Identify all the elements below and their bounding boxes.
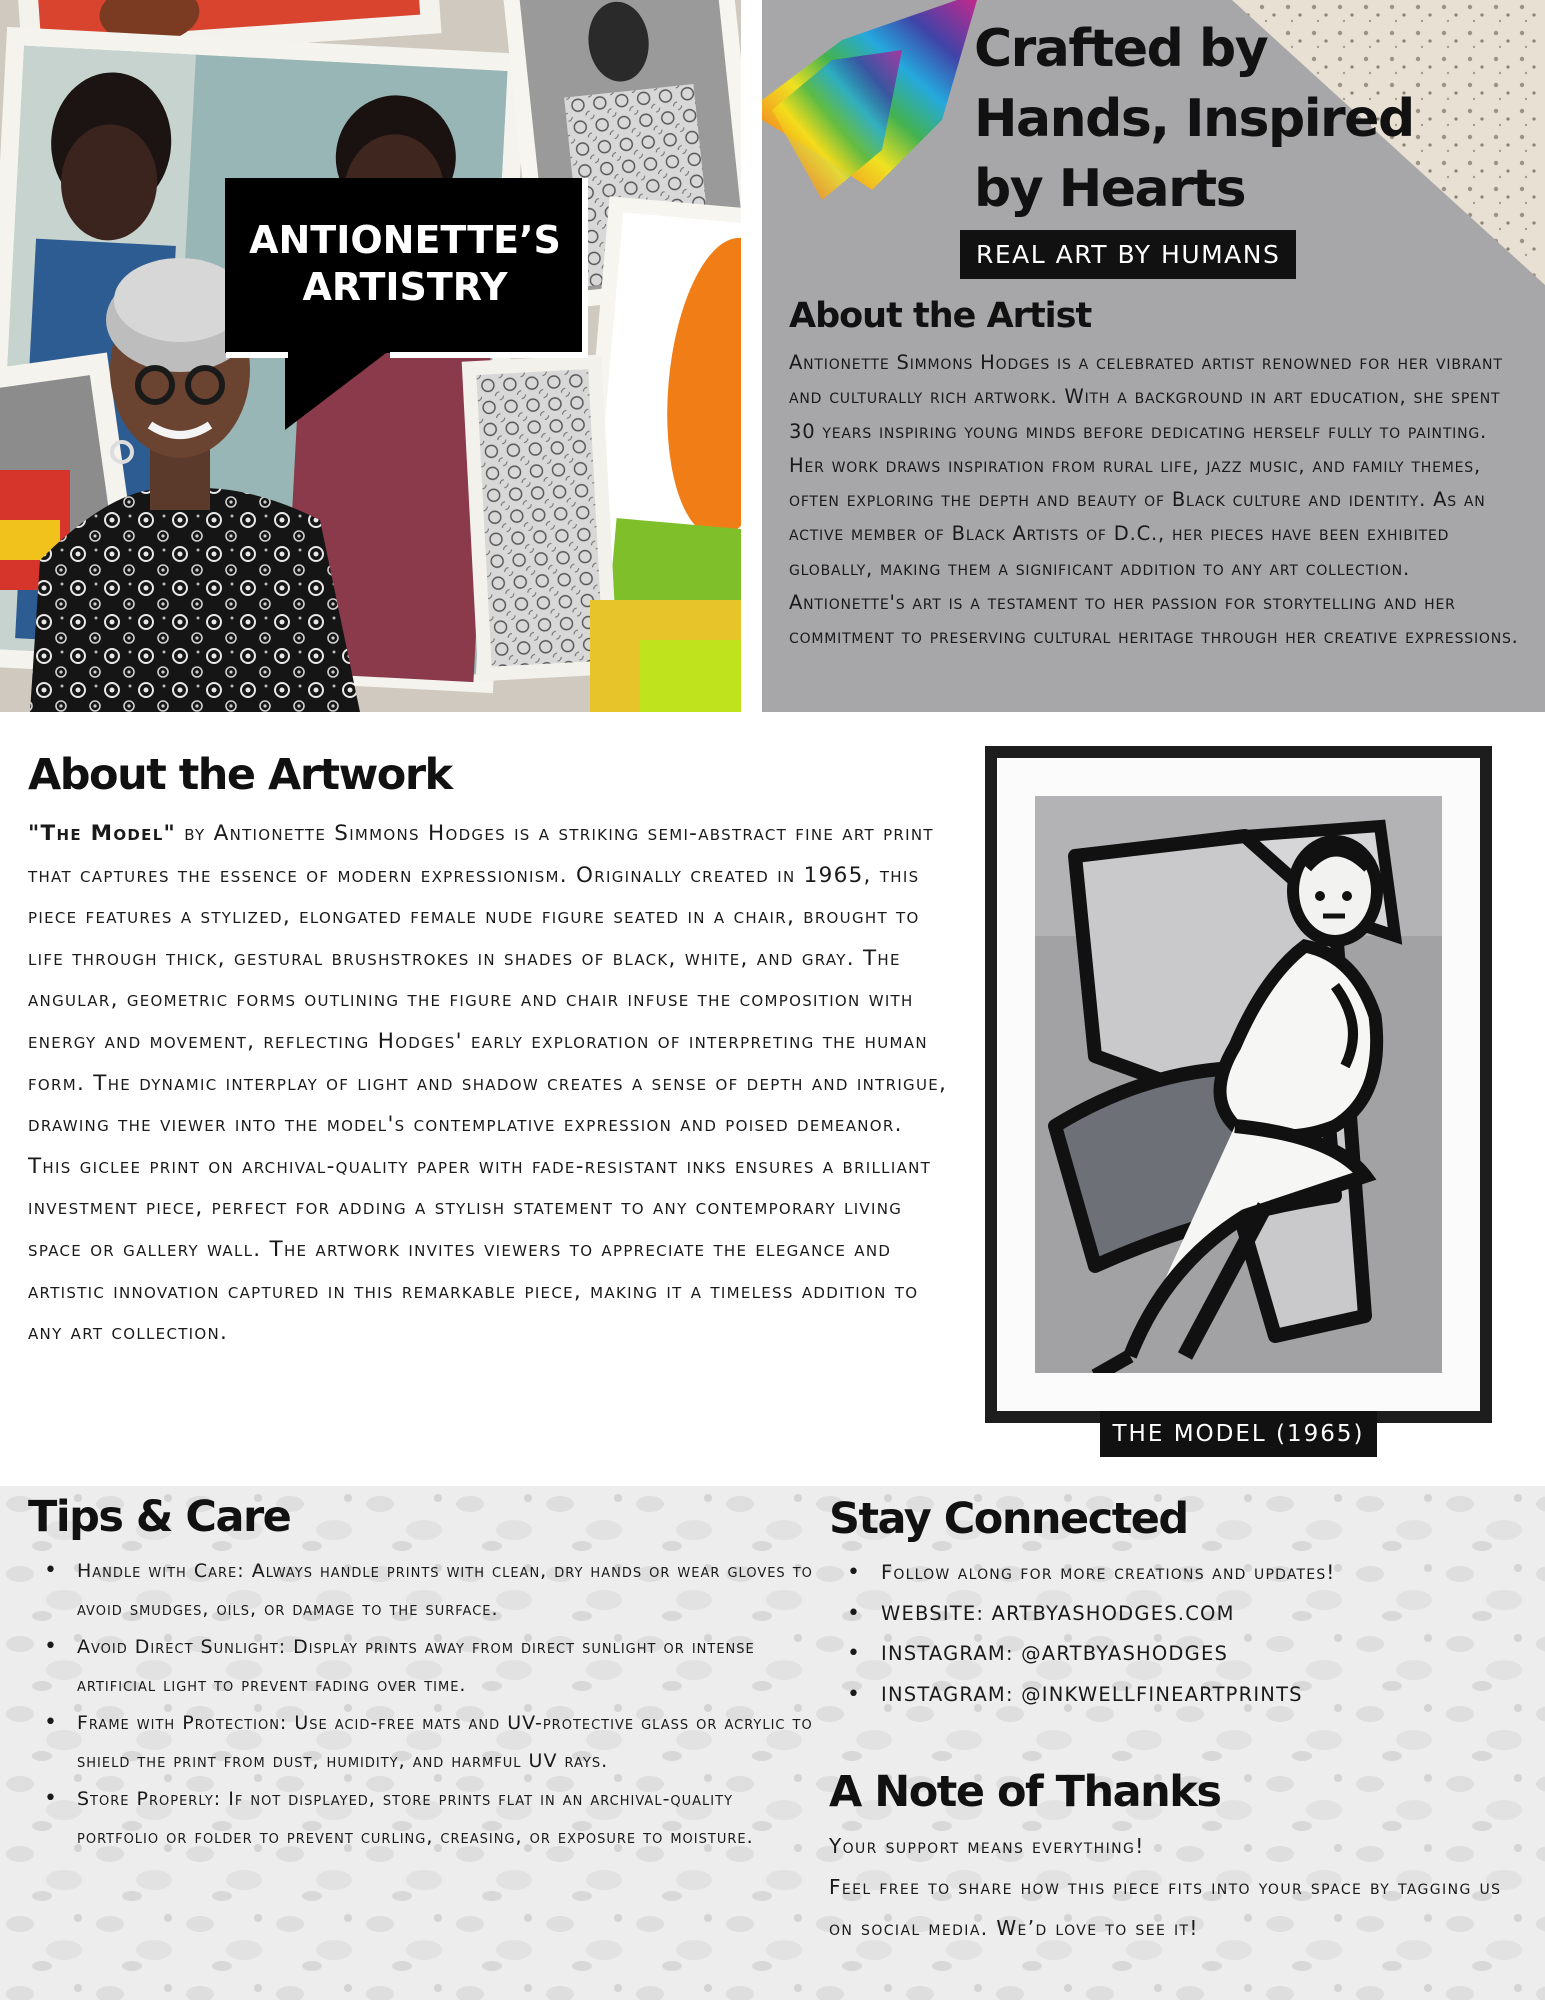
connect-item-website[interactable]: • WEBSITE: ARTBYASHODGES.COM (829, 1594, 1389, 1635)
artwork-caption: THE MODEL (1965) (1100, 1411, 1377, 1457)
about-artwork-text (28, 813, 948, 1354)
tagline-line-1: Crafted by (974, 19, 1268, 79)
artwork-description: by Antionette Simmons Hodges is a striking semi-abstract fine art print that captures the essence of modern expressionism. Originally created in 1965, this piece features a stylized, elongated female nude figure seated in a chair, brought to life through thick, gestural brushstrokes in shades of black, white, and gray. The angular, geometric forms outlining the figure and chair infuse the composition with energy and movement, reflecting Hodges' early exploration of interpreting the human form. The dynamic interplay of light and shadow creates a sense of depth and intrigue, drawing the viewer into the model's contemplative expression and poised demeanor. This giclee print on archival-quality paper with fade-resistant inks ensures a brilliant investment piece, perfect for adding a stylish statement to any contemporary living space or gallery wall. The artwork invites viewers to appreciate the elegance and artistic innovation captured in this remarkable piece, making it a timeless addition to any art collection. (28, 821, 948, 1346)
the-model-painting (1035, 796, 1442, 1373)
tips-care-heading: Tips & Care (28, 1492, 291, 1542)
connect-item-instagram-artbyashodges[interactable]: • INSTAGRAM: @ARTBYASHODGES (829, 1634, 1389, 1675)
note-of-thanks-heading: A Note of Thanks (829, 1767, 1221, 1817)
connect-item-follow: • Follow along for more creations and updates! (829, 1553, 1389, 1594)
thanks-line-1: Your support means everything! (829, 1834, 1145, 1858)
tip-item: • Avoid Direct Sunlight: Display prints away from direct sunlight or intense artificial light to prevent fading over time. (28, 1628, 818, 1704)
artwork-frame (985, 746, 1492, 1423)
tips-care-list (28, 1552, 818, 1856)
real-art-badge: REAL ART BY HUMANS (960, 230, 1296, 279)
tagline-line-3: by Hearts (974, 159, 1246, 219)
tip-item: • Store Properly: If not displayed, store prints flat in an archival-quality portfolio or folder to prevent curling, creasing, or exposure to moisture. (28, 1780, 818, 1856)
speech-bubble-line1: ANTIONETTE’S (249, 218, 561, 262)
thanks-line-2: Feel free to share how this piece fits into your space by tagging us on social media. We’d love to see it! (829, 1875, 1502, 1940)
about-artwork-heading: About the Artwork (28, 750, 452, 800)
about-artist-text: Antionette Simmons Hodges is a celebrated artist renowned for her vibrant and culturally rich artwork. With a background in art education, she spent 30 years inspiring young minds before dedicating herself fully to painting. Her work draws inspiration from rural life, jazz music, and family themes, often exploring the depth and beauty of Black culture and identity. As an active member of Black Artists of D.C., her pieces have been exhibited globally, making them a significant addition to any art collection. Antionette's art is a testament to her passion for storytelling and her commitment to preserving cultural heritage through her creative expressions. (789, 351, 1519, 649)
artist-photo-collage (0, 0, 741, 712)
speech-bubble-line2: ARTISTRY (302, 265, 508, 309)
note-of-thanks-text (829, 1826, 1529, 1949)
artwork-title-quoted: "The Model" (28, 821, 177, 846)
collage-illustration (0, 0, 741, 712)
connect-item-instagram-inkwell[interactable]: • INSTAGRAM: @INKWELLFINEARTPRINTS (829, 1675, 1389, 1716)
about-artist-heading: About the Artist (789, 296, 1092, 336)
hero-tagline (974, 14, 1414, 224)
tagline-line-2: Hands, Inspired (974, 89, 1414, 149)
stay-connected-heading: Stay Connected (829, 1494, 1188, 1544)
tip-item: • Frame with Protection: Use acid-free mats and UV-protective glass or acrylic to shield the print from dust, humidity, and harmful UV rays. (28, 1704, 818, 1780)
artwork-mat (997, 758, 1480, 1411)
stay-connected-list (829, 1553, 1389, 1715)
the-model-illustration (1035, 796, 1442, 1373)
tip-item: • Handle with Care: Always handle prints with clean, dry hands or wear gloves to avoid smudges, oils, or damage to the surface. (28, 1552, 818, 1628)
